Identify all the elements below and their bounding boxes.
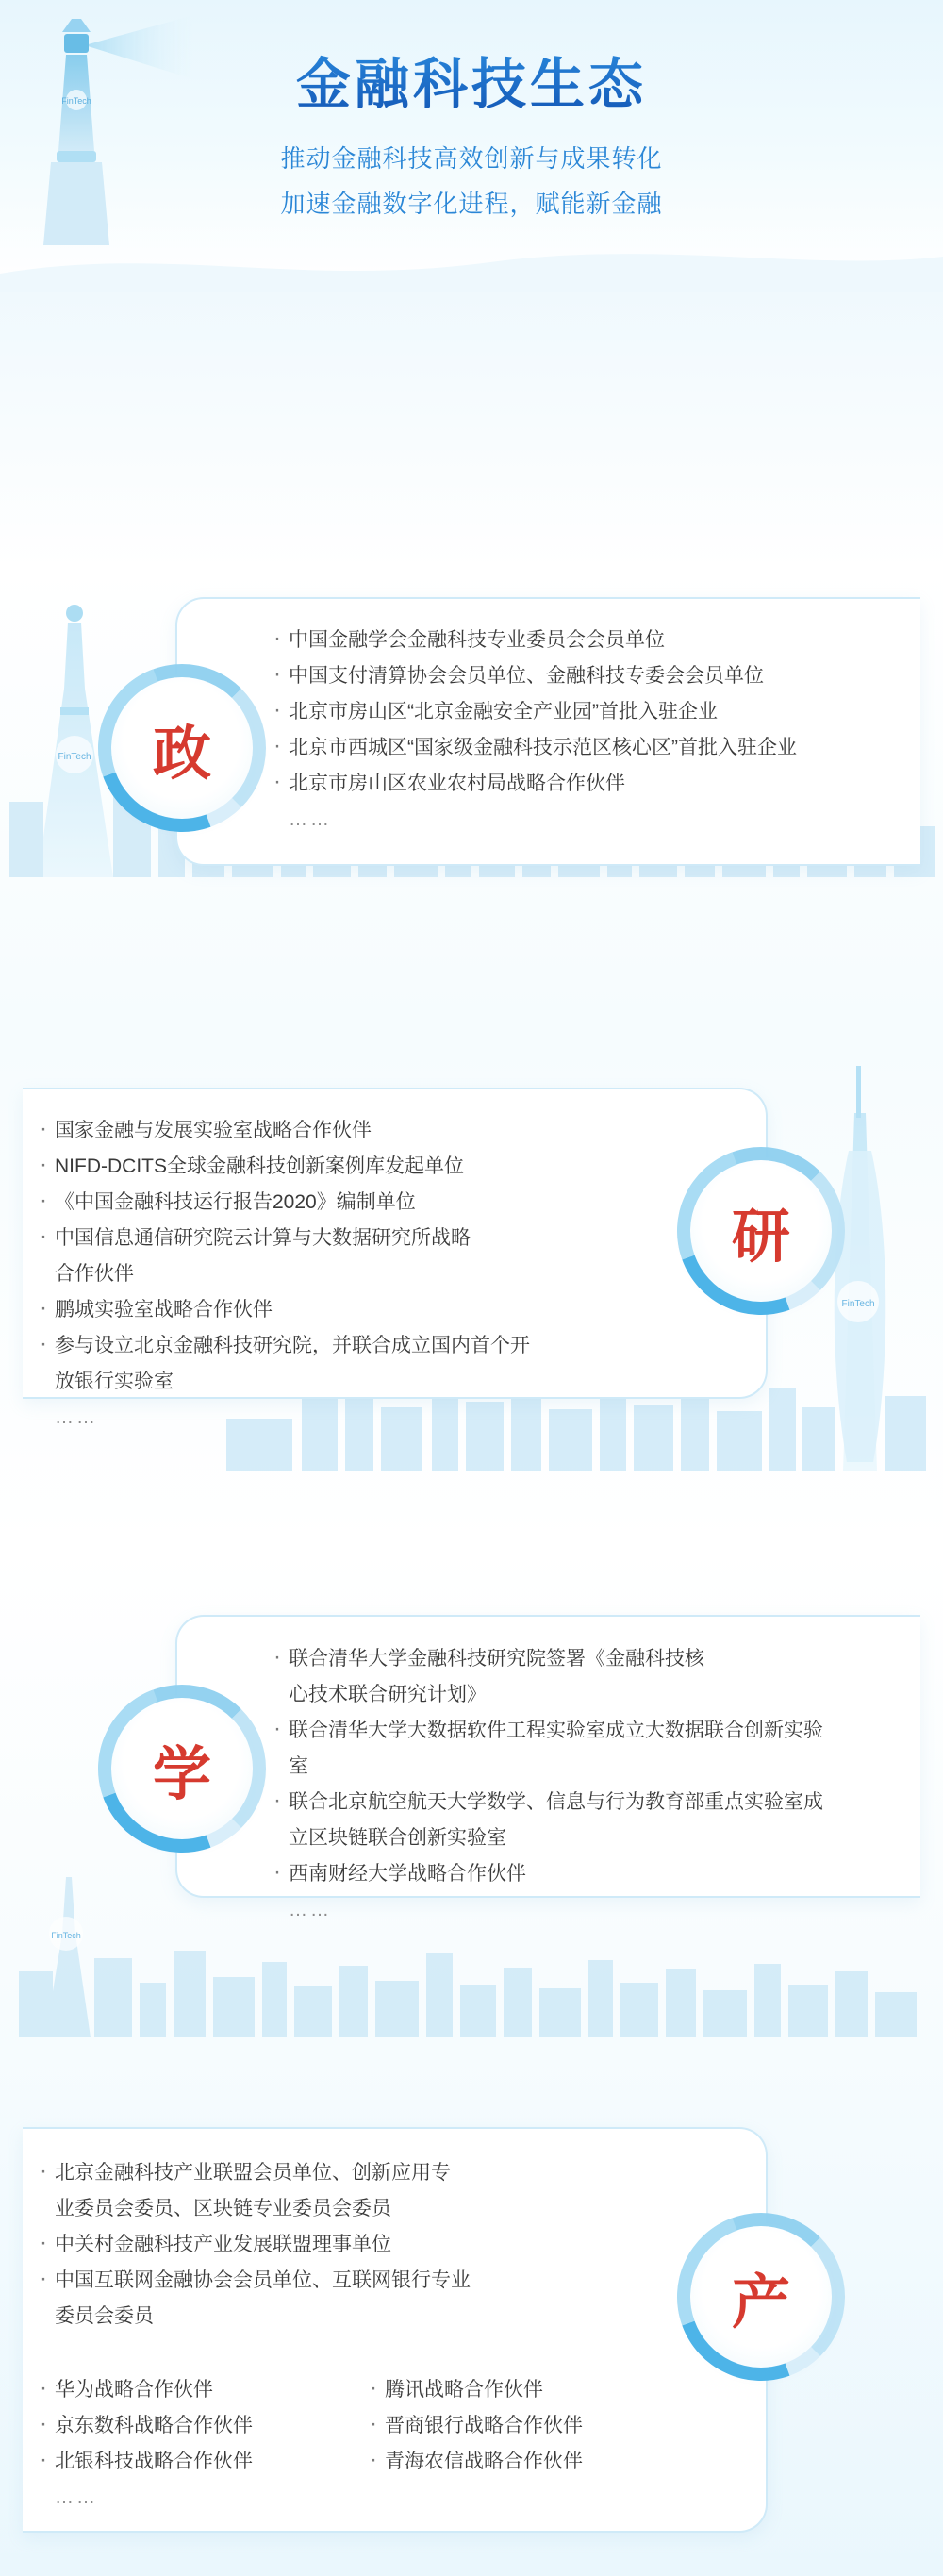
list-item: · 北京金融科技产业联盟会员单位、创新应用专业委员会委员、区块链专业委员会委员 — [38, 2155, 453, 2227]
badge-government — [111, 677, 253, 819]
list-item: · 华为战略合作伙伴 — [38, 2372, 368, 2408]
list-item: · 联合清华大学大数据软件工程实验室成立大数据联合创新实验室 — [272, 1713, 837, 1785]
badge-label-research: 研 — [731, 1204, 790, 1270]
list-item: · 中国支付清算协会会员单位、金融科技专委会会员单位 — [272, 658, 894, 694]
list-ellipsis: …… — [289, 809, 332, 830]
list-item: · 腾讯战略合作伙伴 — [368, 2372, 707, 2408]
list-item: · 国家金融与发展实验室战略合作伙伴 — [38, 1113, 660, 1149]
badge-label-industry: 产 — [731, 2269, 790, 2335]
list-item: · 中国信息通信研究院云计算与大数据研究所战略合作伙伴 — [38, 1221, 472, 1292]
badge-research — [690, 1160, 832, 1302]
list-item: · 北京市房山区农业农村局战略合作伙伴 — [272, 766, 894, 802]
list-ellipsis: …… — [55, 1407, 98, 1428]
list-item: · 鹏城实验室战略合作伙伴 — [38, 1292, 660, 1328]
svg-text:FinTech: FinTech — [841, 1299, 875, 1309]
list-industry — [38, 2155, 641, 2335]
badge-academia — [111, 1698, 253, 1839]
header-wave-divider — [0, 236, 943, 292]
subtitle-line-2: 加速金融数字化进程，赋能新金融 — [280, 190, 663, 218]
list-item: · 青海农信战略合作伙伴 — [368, 2444, 707, 2480]
badge-label-government: 政 — [152, 721, 211, 787]
list-item: · 中关村金融科技产业发展联盟理事单位 — [38, 2227, 641, 2263]
list-item: · 参与设立北京金融科技研究院，并联合成立国内首个开放银行实验室 — [38, 1328, 538, 1400]
list-item: · 北京市房山区“北京金融安全产业园”首批入驻企业 — [272, 694, 894, 730]
skyline-footer — [0, 2481, 943, 2576]
list-item: · 联合北京航空航天大学数学、信息与行为教育部重点实验室成立区块链联合创新实验室 — [272, 1785, 837, 1856]
list-government — [272, 623, 894, 838]
svg-text:FinTech: FinTech — [51, 1931, 81, 1940]
poster-header — [0, 0, 943, 283]
list-item: · 京东数科战略合作伙伴 — [38, 2408, 368, 2444]
badge-industry — [690, 2226, 832, 2368]
list-item: · 晋商银行战略合作伙伴 — [368, 2408, 707, 2444]
list-item: · 中国金融学会金融科技专业委员会会员单位 — [272, 623, 894, 658]
list-ellipsis: …… — [55, 2487, 98, 2508]
list-item: · 联合清华大学金融科技研究院签署《金融科技核心技术联合研究计划》 — [272, 1641, 715, 1713]
list-item: · NIFD-DCITS全球金融科技创新案例库发起单位 — [38, 1149, 660, 1185]
list-item: · 北银科技战略合作伙伴 — [38, 2444, 368, 2480]
svg-text:FinTech: FinTech — [58, 752, 91, 762]
list-ellipsis: …… — [289, 1900, 332, 1920]
badge-label-academia: 学 — [152, 1741, 211, 1807]
subtitle-line-1: 推动金融科技高效创新与成果转化 — [280, 144, 663, 173]
list-academia — [272, 1641, 894, 1928]
list-item: · 中国互联网金融协会会员单位、互联网银行专业委员会委员 — [38, 2263, 481, 2335]
list-item: · 西南财经大学战略合作伙伴 — [272, 1856, 894, 1892]
list-item: · 《中国金融科技运行报告2020》编制单位 — [38, 1185, 660, 1221]
list-item: · 北京市西城区“国家级金融科技示范区核心区”首批入驻企业 — [272, 730, 894, 766]
list-research — [38, 1113, 660, 1436]
page-title: 金融科技生态 — [0, 40, 943, 119]
